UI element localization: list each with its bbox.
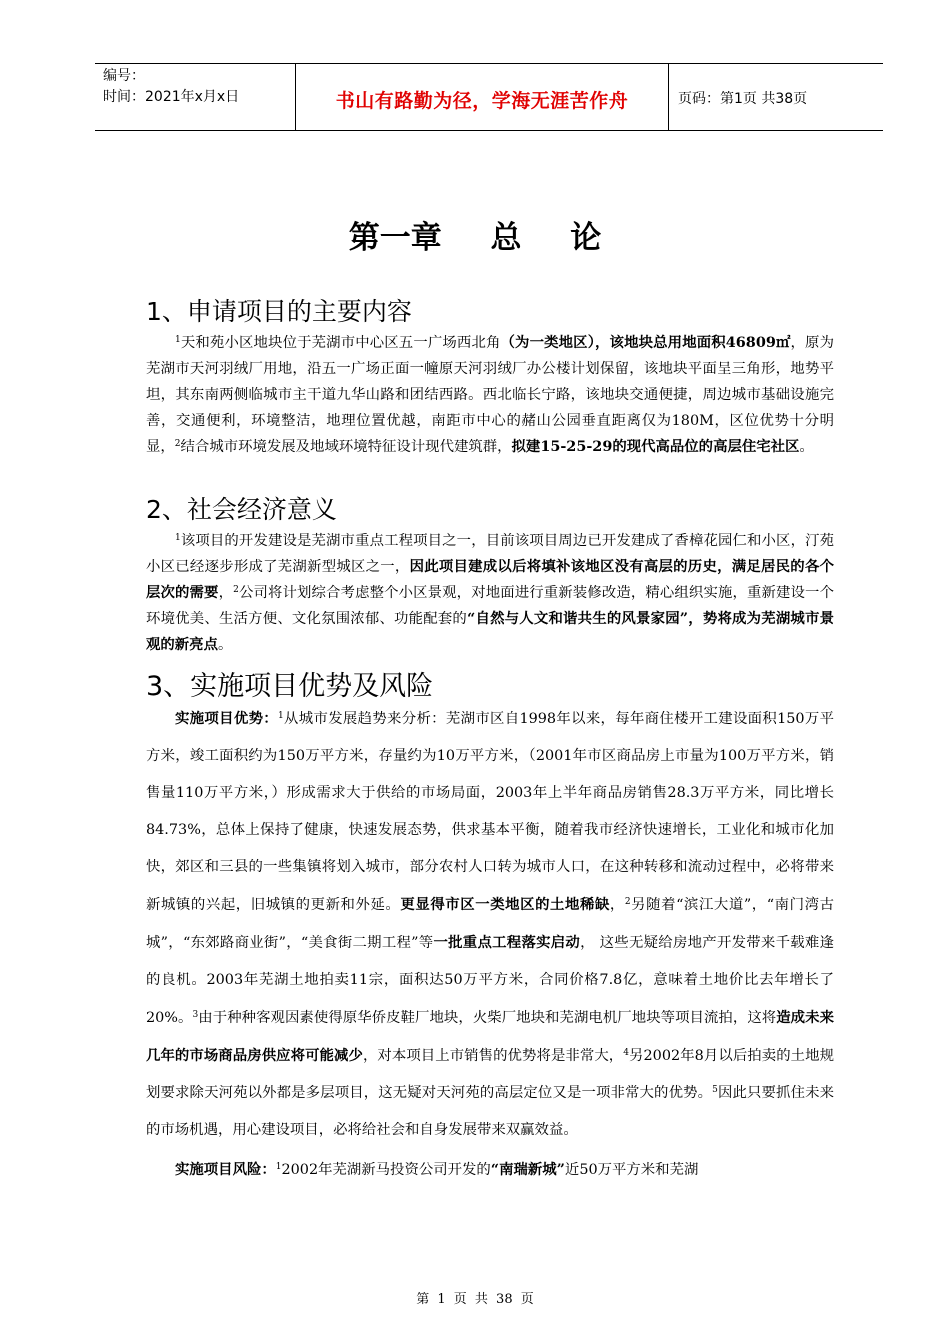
footnote-marker: 3 [192, 1010, 199, 1020]
text-run: 另2002年8月以后拍卖的土地规划要求除天河苑以外都是多层项目，这无疑对天河苑的高层定位又是一项非常大的优势。 [146, 1048, 834, 1101]
footnote-marker: 1 [175, 335, 181, 345]
footnote-marker: 4 [623, 1048, 629, 1058]
risks-paragraph [146, 1151, 834, 1189]
header-meta [103, 66, 239, 108]
text-run: ， [218, 585, 234, 601]
text-run: 2002年芜湖新马投资公司开发的 [281, 1162, 491, 1178]
bold-run: 一批重点工程落实启动 [433, 934, 581, 951]
advantages-label: 实施项目优势： [175, 710, 278, 727]
text-run: 该项目的开发建设是芜湖市重点工程项目之一，目前该项目周边已开发建成了香樟花园仁和小区，汀苑小区已经逐步形成了芜湖新型城区之一， [146, 533, 834, 575]
section-2-title: 2、社会经济意义 [146, 495, 337, 524]
risks-label: 实施项目风险： [175, 1161, 276, 1178]
section-1-title: 1、申请项目的主要内容 [146, 297, 412, 326]
section-3-title: 3、实施项目优势及风险 [146, 671, 434, 702]
bold-run: 因此项目建成以后将填补该地区没有高层的历史，满足居民的各个层次的需要 [146, 558, 834, 601]
bold-run: 拟建15-25-29的现代高品位的高层住宅社区 [511, 438, 800, 455]
footnote-marker: 5 [712, 1085, 718, 1095]
text-run: 因此只要抓住未来的市场机遇，用心建设项目，必将给社会和自身发展带来双赢效益。 [146, 1085, 834, 1138]
serial-label: 编号： [103, 68, 145, 84]
section-2-paragraph [146, 528, 834, 658]
text-run: 公司将计划综合考虑整个小区景观，对地面进行重新装修改造，精心组织实施，重新建设一个环境优美、生活方便、文化氛围浓郁、功能配套的 [146, 585, 834, 627]
chapter-title: 第一章 总 论 [348, 220, 602, 256]
section-1-paragraph [146, 330, 834, 460]
text-run: 天和苑小区地块位于芜湖市中心区五一广场西北角 [180, 335, 501, 351]
bold-run: 更显得市区一类地区的土地稀缺 [400, 896, 610, 913]
section-3-body [146, 700, 834, 1189]
text-run: ， 这些无疑给房地产开发带来千载难逢的良机。2003年芜湖土地拍卖11宗，面积达50万平方米，合同价格7.8亿，意味着土地价比去年增长了20%。 [146, 935, 834, 1026]
header-bottom-rule [95, 130, 883, 131]
text-run: 从城市发展趋势来分析：芜湖市区自1998年以来，每年商住楼开工建设面积150万平方米，竣工面积约为150万平方米，存量约为10万平方米，（2001年市区商品房上市量为100万平方米，销售量110万平方米，）形成需求大于供给的市场局面，2003年上半年商品房销售28.3万平方米，同比增长84.73%，总体上保持了健康，快速发展态势，供求基本平衡，随着我市经济快速增长，工业化和城市化加快，郊区和三县的一些集镇将划入城市，部分农村人口转为城市人口，在这种转移和流动过程中，必将带来新城镇的兴起，旧城镇的更新和外延。 [146, 711, 834, 913]
bold-run: “南瑞新城” [490, 1161, 565, 1178]
bold-run: “自然与人文和谐共生的风景家园”，势将成为芜湖城市景观的新亮点 [146, 610, 834, 653]
text-run: 近50万平方米和芜湖 [564, 1162, 699, 1178]
time-label: 时间：2021年x月x日 [103, 89, 240, 105]
text-run: ，原为芜湖市天河羽绒厂用地，沿五一广场正面一幢原天河羽绒厂办公楼计划保留，该地块平面呈三角形，地势平坦，其东南两侧临城市主干道九华山路和团结西路。西北临长宁路，该地块交通便捷，周边城市基础设施完善，交通便利，环境整洁，地理位置优越，南距市中心的赭山公园垂直距离仅为180M，区位优势十分明显， [146, 335, 834, 455]
footnote-marker: 1 [275, 1162, 282, 1172]
page-footer: 第 1 页 共 38 页 [416, 1292, 534, 1307]
footnote-marker: 2 [174, 439, 181, 449]
header-top-rule [95, 63, 883, 64]
header-page-code: 页码：第1页 共38页 [678, 91, 808, 107]
header-divider-2 [668, 63, 669, 131]
advantages-paragraph [146, 700, 834, 1149]
bold-run: （为一类地区），该地块总用地面积46809㎡ [500, 334, 791, 351]
text-run: ，对本项目上市销售的优势将是非常大， [362, 1048, 624, 1064]
footnote-marker: 1 [175, 533, 181, 543]
text-run: ， [609, 897, 625, 913]
footnote-marker: 1 [278, 711, 284, 721]
footnote-marker: 2 [624, 897, 631, 907]
text-run: 。 [217, 637, 233, 653]
text-run: 由于种种客观因素使得原华侨皮鞋厂地块，火柴厂地块和芜湖电机厂地块等项目流拍，这将 [198, 1010, 777, 1026]
section-2-body [146, 528, 834, 658]
header-motto: 书山有路勤为径，学海无涯苦作舟 [335, 90, 629, 112]
text-run: 另随着“滨江大道”，“南门湾古城”，“东郊路商业街”，“美食街二期工程”等 [146, 897, 834, 951]
text-run: 结合城市环境发展及地域环境特征设计现代建筑群， [180, 439, 512, 455]
footnote-marker: 2 [233, 585, 239, 595]
section-1-body [146, 330, 834, 460]
text-run: 。 [799, 439, 814, 455]
bold-run: 造成未来几年的市场商品房供应将可能减少 [146, 1009, 834, 1064]
